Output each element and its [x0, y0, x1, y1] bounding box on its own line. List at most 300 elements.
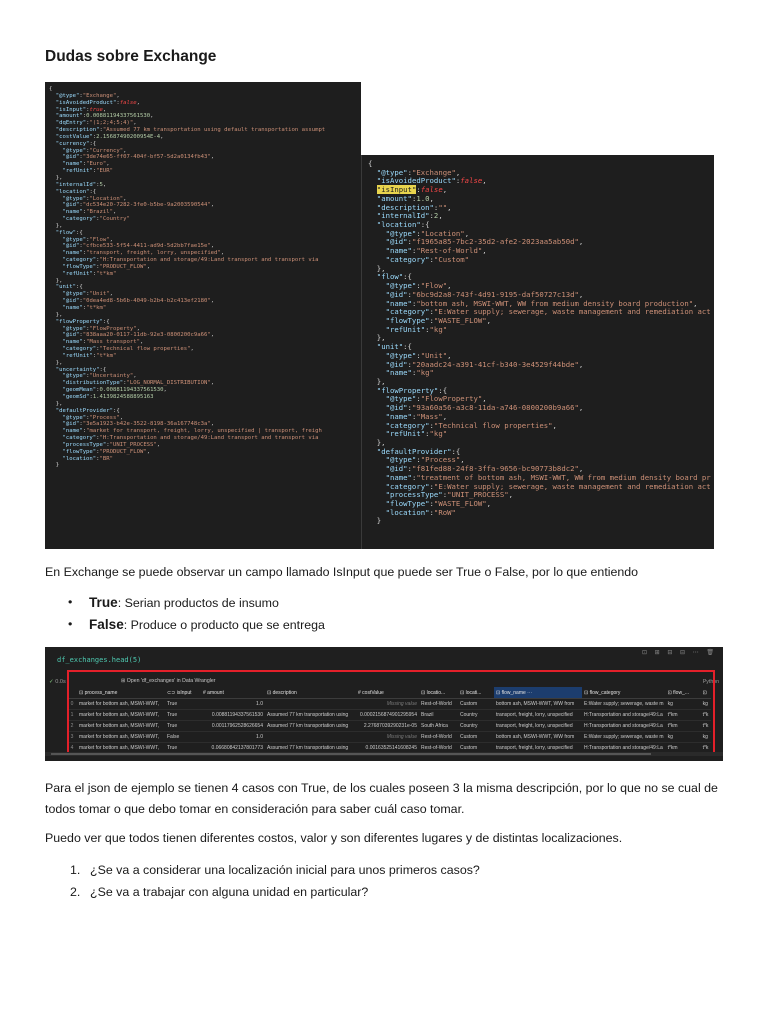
code-token: "name": [62, 209, 83, 216]
code-line: [49, 86, 361, 93]
code-line: [49, 154, 361, 161]
table-cell: market for bottom ash, MSWI-WWT,: [77, 721, 165, 732]
table-cell: kg: [701, 732, 711, 743]
code-token: "flowType": [62, 263, 97, 270]
code-token: "name": [62, 339, 83, 346]
code-token: :: [96, 257, 100, 264]
table-cell: E:Water supply; sewerage, waste m: [582, 699, 666, 710]
code-line: [368, 369, 714, 378]
code-token: :: [416, 281, 421, 291]
paragraph-differences: Puedo ver que todos tienen diferentes costos, valor y son diferentes lugares y de distintas localizaciones.: [45, 831, 623, 845]
code-token: :{: [75, 229, 83, 236]
code-token: "3de74e65-ff07-404f-bf57-5d2a0134fb43": [82, 154, 211, 161]
code-line: [49, 373, 361, 380]
code-token: :: [92, 270, 97, 277]
code-token: "Mass transport": [86, 339, 140, 346]
code-token: :{: [403, 272, 412, 282]
code-token: ,: [447, 281, 452, 291]
code-token: [49, 189, 56, 195]
table-cell: market for bottom ash, MSWI-WWT,: [77, 699, 165, 710]
bullet-icon: •: [68, 595, 73, 609]
code-token: :: [86, 147, 90, 154]
code-token: "@type": [385, 455, 417, 465]
code-token: "t*km": [96, 352, 117, 359]
code-token: :: [425, 324, 430, 334]
code-token: [49, 298, 62, 304]
code-token: [49, 332, 62, 338]
code-token: "@type": [62, 373, 87, 380]
code-line: [49, 367, 361, 374]
intro-paragraph: En Exchange se puede observar un campo llamado IsInput que puede ser True o False, por lo que entiendo: [45, 565, 639, 579]
table-cell: Custom: [458, 743, 494, 754]
code-token: "processType": [62, 441, 107, 448]
code-token: "f1965a85-7bc2-35d2-afe2-2023aa5ab50d": [411, 237, 579, 247]
code-line: [49, 250, 361, 257]
code-line: [49, 237, 361, 244]
code-token: [49, 456, 62, 462]
code-token: :: [411, 411, 417, 421]
code-token: "RoW": [433, 507, 456, 517]
code-line: [49, 243, 361, 250]
code-token: "name": [385, 298, 412, 308]
code-token: },: [368, 333, 386, 343]
bullet-text: : Produce o producto que se entrega: [123, 618, 325, 632]
code-line: [49, 223, 361, 230]
code-token: ,: [160, 133, 164, 140]
column-header[interactable]: ⊡ locatio...: [419, 687, 458, 699]
table-cell: 1.0: [201, 699, 265, 710]
column-header[interactable]: ⊡ locati...: [458, 687, 494, 699]
table-cell: t*km: [666, 743, 701, 754]
code-token: [368, 490, 386, 499]
code-token: ,: [133, 120, 137, 127]
code-line: [49, 264, 361, 271]
code-token: "internalId": [55, 181, 97, 188]
code-token: [49, 442, 62, 448]
code-token: ,: [210, 154, 215, 161]
code-token: "refUnit": [62, 270, 93, 277]
code-token: "@type": [385, 228, 417, 238]
code-token: :: [96, 448, 100, 455]
code-token: "t*km": [96, 270, 117, 277]
code-token: "Rest-of-World": [416, 246, 483, 256]
code-token: :: [116, 99, 120, 106]
code-line: [49, 312, 361, 319]
code-token: :: [433, 202, 439, 212]
column-header[interactable]: ⊡ process_name: [77, 687, 165, 699]
code-token: :: [96, 263, 100, 270]
code-token: :: [429, 254, 434, 264]
code-token: [49, 421, 62, 427]
code-token: ,: [116, 92, 120, 99]
code-token: ,: [442, 411, 448, 421]
code-token: :: [429, 499, 434, 509]
code-line: [49, 189, 361, 196]
code-token: true: [89, 106, 103, 113]
code-token: [49, 326, 62, 332]
code-token: "@type": [62, 236, 87, 243]
code-token: [49, 264, 62, 270]
code-token: [368, 220, 377, 229]
code-token: :: [86, 195, 90, 202]
bullet-term: True: [89, 595, 118, 610]
code-token: [368, 272, 377, 281]
paragraph-cases: Para el json de ejemplo se tienen 4 casos con True, de los cuales poseen 3 la misma descripción, por lo que no se cual de todos tomar o que debo tomar en consideración para saber cuál caso tomar.: [45, 781, 718, 816]
data-wrangler-link[interactable]: ⊞ Open 'df_exchanges' in Data Wrangler: [121, 678, 216, 684]
code-line: [368, 517, 714, 526]
code-token: :: [429, 315, 434, 325]
code-line: [49, 278, 361, 285]
code-token: "flow": [376, 272, 404, 282]
table-cell: 1.0: [201, 732, 265, 743]
code-token: [49, 113, 56, 119]
code-token: "name": [385, 246, 412, 256]
code-token: [368, 203, 377, 212]
column-header[interactable]: ⊡ flow_...: [666, 687, 701, 699]
code-token: "E:Water supply; sewerage, waste management and remediation act: [433, 481, 711, 491]
code-token: [368, 281, 386, 290]
code-token: "geomSd": [62, 393, 90, 400]
code-token: [49, 428, 62, 434]
code-token: [49, 154, 62, 160]
code-token: [49, 127, 56, 133]
table-cell: Assumed 77 km transportation using: [265, 721, 356, 732]
code-token: },: [49, 174, 63, 181]
code-token: [368, 482, 386, 491]
exec-time: 0.0s: [55, 679, 66, 685]
code-token: ,: [482, 176, 487, 186]
code-token: :: [96, 435, 100, 442]
code-token: "@type": [376, 167, 408, 177]
code-token: ,: [578, 359, 584, 369]
code-token: [368, 299, 386, 308]
table-cell: 0.00163525141608245: [356, 743, 419, 754]
check-icon: ✓: [49, 679, 54, 685]
code-token: :: [416, 350, 421, 360]
code-token: "flowType": [385, 499, 430, 509]
code-token: [49, 196, 62, 202]
code-token: :: [407, 289, 412, 299]
code-line: [49, 216, 361, 223]
code-token: "name": [62, 250, 83, 257]
code-token: "FlowProperty": [89, 325, 137, 332]
table-cell: Custom: [458, 699, 494, 710]
code-token: "location": [376, 220, 421, 230]
code-token: :{: [438, 385, 448, 395]
code-token: [49, 353, 62, 359]
code-token: "Unit": [89, 291, 110, 298]
code-token: "UNIT_PROCESS": [447, 490, 509, 500]
notebook-cell-code: df_exchanges.head(5): [57, 656, 142, 664]
code-token: [49, 134, 56, 140]
code-token: "@id": [385, 403, 408, 413]
code-token: },: [49, 222, 63, 229]
cell-status: [49, 679, 66, 685]
table-cell: True: [165, 699, 201, 710]
question-text: ¿Se va a trabajar con alguna unidad en particular?: [90, 885, 369, 899]
column-header[interactable]: ⊡ description: [265, 687, 356, 699]
code-token: :: [82, 250, 87, 257]
code-token: 1.0: [416, 193, 430, 203]
code-token: "uncertainty": [55, 366, 100, 373]
code-token: ,: [447, 202, 452, 212]
code-token: [49, 271, 62, 277]
code-token: "@id": [62, 421, 80, 428]
table-cell: t*km: [666, 710, 701, 721]
table-cell: 0: [67, 699, 77, 710]
column-header[interactable]: ⊡: [701, 687, 711, 699]
code-token: "category": [385, 420, 430, 430]
code-line: [49, 442, 361, 449]
code-token: :: [79, 298, 83, 305]
code-token: :: [82, 305, 87, 311]
code-token: "kg": [429, 429, 448, 439]
code-token: }: [368, 516, 382, 526]
code-token: :: [455, 176, 461, 186]
code-token: [368, 368, 386, 377]
table-cell: kg: [701, 699, 711, 710]
code-token: "refUnit": [62, 168, 93, 175]
code-line: [49, 428, 361, 435]
code-token: "category": [62, 346, 97, 353]
code-token: "unit": [55, 284, 76, 291]
code-line: [49, 449, 361, 456]
code-token: :: [82, 428, 87, 435]
code-token: [368, 237, 386, 246]
bullet-icon: •: [68, 617, 73, 631]
code-token: ,: [210, 298, 215, 305]
code-token: :: [429, 481, 434, 491]
table-cell: market for bottom ash, MSWI-WWT,: [77, 743, 165, 754]
code-token: "t*km": [86, 305, 107, 311]
code-token: "category": [385, 307, 430, 317]
code-line: [49, 113, 361, 120]
table-cell: 3: [67, 732, 77, 743]
table-cell: 1: [67, 710, 77, 721]
code-token: [368, 386, 377, 395]
code-token: :: [92, 352, 97, 359]
table-cell: kg: [666, 699, 701, 710]
code-token: :: [96, 181, 100, 188]
code-token: [49, 168, 62, 174]
code-token: "cfbce533-5f54-4411-ad9d-5d2bb7fae15e": [82, 243, 211, 250]
code-line: [49, 326, 361, 333]
code-line: [49, 107, 361, 114]
code-token: ,: [156, 441, 161, 448]
code-token: "treatment of bottom ash, MSWI-WWT, WW from medium density board pr: [416, 472, 711, 482]
code-token: [49, 148, 62, 154]
code-token: :: [425, 429, 430, 439]
code-token: }: [49, 462, 60, 469]
horizontal-scrollbar[interactable]: [45, 752, 723, 756]
kernel-label: Python: [702, 679, 719, 685]
code-token: false: [420, 185, 443, 195]
code-token: "0dea4ed8-5b6b-4049-b2b4-b2c413ef2180": [82, 298, 211, 305]
code-token: ,: [119, 414, 124, 421]
cell-toolbar-icons: ⊡ ⊞ ⊟ ⊟ ⋯ 🗑: [641, 650, 717, 656]
code-token: "flowProperty": [55, 318, 103, 325]
table-cell: Country: [458, 710, 494, 721]
code-token: :: [429, 211, 434, 221]
code-token: {: [49, 86, 53, 92]
table-cell: 0.0002156874901295954: [356, 710, 419, 721]
code-token: },: [49, 277, 63, 284]
code-line: [49, 387, 361, 394]
code-token: "@id": [385, 237, 408, 247]
table-cell: t*k: [701, 743, 711, 754]
code-token: "@type": [62, 147, 87, 154]
table-cell: South Africa: [419, 721, 458, 732]
code-line: [49, 100, 361, 107]
code-token: [368, 473, 386, 482]
code-token: "refUnit": [385, 429, 426, 439]
code-token: "defaultProvider": [55, 407, 114, 414]
code-token: ,: [102, 181, 107, 188]
code-line: [49, 435, 361, 442]
code-token: "dqEntry": [55, 120, 87, 127]
code-line: [49, 394, 361, 401]
code-line: [368, 265, 714, 274]
code-token: "Location": [89, 195, 124, 202]
table-cell: Custom: [458, 732, 494, 743]
code-token: [368, 307, 386, 316]
code-token: :: [123, 380, 127, 387]
code-token: ,: [136, 99, 140, 106]
code-token: "amount": [376, 193, 412, 203]
code-token: 0.00881194337561530: [86, 113, 151, 120]
code-token: :: [416, 394, 421, 404]
code-token: :: [407, 167, 412, 177]
code-token: "name": [62, 428, 83, 435]
code-token: [368, 229, 386, 238]
question-number: 2.: [70, 885, 81, 899]
code-token: [49, 161, 62, 167]
code-token: "geomMean": [62, 387, 97, 394]
code-token: "LOG_NORMAL_DISTRIBUTION": [126, 380, 211, 387]
code-token: ,: [578, 464, 584, 474]
code-token: "@id": [385, 359, 408, 369]
code-token: :: [416, 185, 421, 195]
code-line: [49, 209, 361, 216]
code-token: [49, 346, 62, 352]
code-token: :{: [420, 220, 430, 230]
code-token: :: [411, 298, 417, 308]
code-token: :: [79, 92, 83, 99]
code-token: ,: [123, 147, 127, 154]
code-line: [49, 93, 361, 100]
table-cell: Rest-of-World: [419, 732, 458, 743]
code-token: "@id": [62, 332, 80, 339]
table-cell: 2.27687039290231e-05: [356, 721, 419, 732]
code-token: "kg": [416, 368, 434, 378]
code-token: "@type": [62, 291, 87, 298]
code-line: [49, 161, 361, 168]
table-cell: True: [165, 721, 201, 732]
code-token: [368, 185, 377, 194]
code-line: [49, 202, 361, 209]
code-token: :{: [113, 407, 120, 414]
code-token: [49, 120, 56, 126]
code-token: ,: [113, 209, 117, 216]
code-token: [368, 403, 386, 412]
code-token: false: [460, 176, 483, 186]
code-token: "name": [385, 472, 412, 482]
highlighted-token: "isInput": [376, 185, 417, 195]
code-token: "H:Transportation and storage/49:Land transport and transport via: [99, 435, 319, 442]
code-token: ,: [210, 202, 215, 209]
column-header[interactable]: # costValue: [356, 687, 419, 699]
code-line: [49, 230, 361, 237]
column-header[interactable]: # amount: [201, 687, 265, 699]
code-token: 2.15687490200954E-4: [96, 133, 161, 140]
code-line: [49, 127, 361, 134]
table-cell: True: [165, 710, 201, 721]
code-token: "@id": [385, 289, 408, 299]
code-token: "@id": [62, 202, 80, 209]
code-token: "currency": [55, 140, 90, 147]
column-header[interactable]: ⊂⊃ isInput: [165, 687, 201, 699]
code-token: :: [82, 339, 87, 346]
code-token: "name": [62, 305, 83, 311]
code-token: ,: [455, 167, 461, 177]
code-line: [49, 462, 361, 469]
code-token: "category": [385, 254, 430, 264]
code-token: :: [429, 420, 434, 430]
code-token: [368, 464, 386, 473]
code-token: "distributionType": [62, 380, 124, 387]
code-token: "name": [385, 368, 412, 378]
code-token: [368, 168, 377, 177]
code-line: [49, 182, 361, 189]
code-token: [368, 394, 386, 403]
code-token: :: [86, 106, 90, 113]
code-token: "refUnit": [62, 352, 93, 359]
code-token: "Exchange": [411, 167, 456, 177]
code-token: ,: [106, 161, 110, 168]
code-token: :: [92, 133, 97, 140]
table-cell: E:Water supply; sewerage, waste m: [582, 732, 666, 743]
code-token: [49, 339, 62, 345]
code-token: ,: [447, 350, 452, 360]
column-header[interactable]: ⊡ flow_name ⋯: [494, 687, 582, 699]
table-cell: H:Transportation and storage/49:La: [582, 710, 666, 721]
code-line: [368, 334, 714, 343]
code-token: :: [416, 228, 421, 238]
code-token: [49, 93, 56, 99]
code-token: :: [82, 209, 87, 216]
column-header[interactable]: ⊡ flow_category: [582, 687, 666, 699]
code-line: [49, 408, 361, 415]
code-token: "category": [385, 481, 430, 491]
code-token: "location": [62, 455, 97, 462]
code-token: "@id": [385, 464, 408, 474]
code-token: ,: [210, 421, 215, 428]
code-token: [49, 305, 62, 311]
code-token: 2: [433, 211, 439, 221]
code-token: "category": [62, 216, 97, 223]
code-token: [49, 291, 62, 297]
table-cell: t*km: [666, 721, 701, 732]
code-token: :: [442, 490, 448, 500]
code-token: ,: [150, 113, 154, 120]
code-token: [368, 246, 386, 255]
code-line: [49, 339, 361, 346]
code-token: [49, 250, 62, 256]
code-token: "flowType": [62, 448, 97, 455]
code-token: },: [368, 438, 386, 447]
code-token: "Mass": [416, 411, 443, 421]
code-token: "93a60a56-a3c8-11da-a746-0800200b9a66": [411, 403, 579, 413]
